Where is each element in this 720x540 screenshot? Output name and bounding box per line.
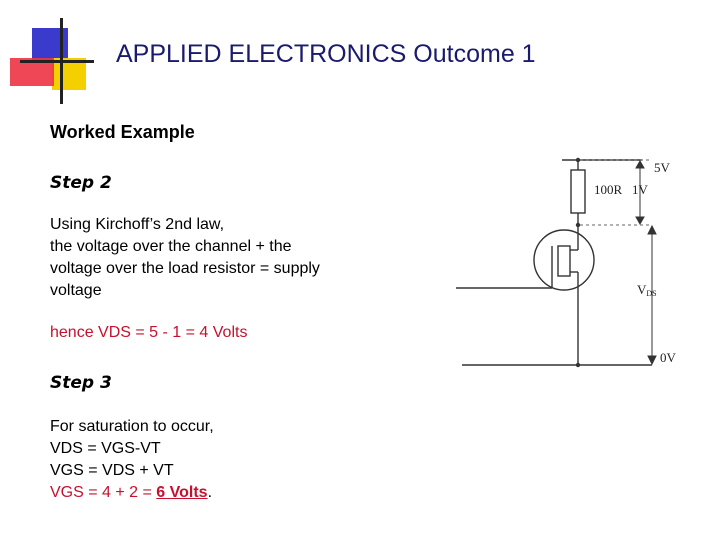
vds-label-sub: DS	[646, 289, 657, 298]
step-3-line: VDS = VGS-VT	[50, 440, 161, 457]
step-3-line: VGS = VDS + VT	[50, 462, 174, 479]
vds-label-main: V	[637, 282, 647, 297]
section-heading: Worked Example	[50, 122, 195, 142]
final-suffix: .	[207, 484, 213, 501]
final-equation: VGS = 4 + 2 =	[50, 484, 157, 501]
load-resistor	[571, 170, 585, 213]
resistor-value-label: 100R	[594, 182, 623, 197]
step-2-line: Using Kirchoff’s 2nd law,	[50, 216, 225, 233]
step-3-line: For saturation to occur,	[50, 418, 214, 435]
step-2-result-line: hence VDS = 5 - 1 = 4 Volts	[50, 324, 248, 341]
supply-voltage-label: 5V	[654, 160, 670, 175]
resistor-voltage-label: 1V	[632, 182, 648, 197]
step-2-label: Step 2	[50, 173, 112, 193]
step-2-line: voltage	[50, 282, 102, 299]
step-3-final-line	[50, 482, 380, 504]
logo-icon	[0, 0, 100, 110]
mosfet-channel	[558, 246, 570, 276]
step-3-label: Step 3	[50, 373, 112, 393]
step-2-line: voltage over the load resistor = supply	[50, 260, 320, 277]
step-2-explanation	[50, 214, 380, 302]
step-3-explanation	[50, 416, 380, 504]
ground-voltage-label: 0V	[660, 350, 676, 365]
mosfet-circuit-diagram	[452, 150, 702, 380]
vds-label	[637, 282, 657, 298]
step-2-line: the voltage over the channel + the	[50, 238, 292, 255]
step-2-result	[50, 322, 380, 344]
final-answer: 6 Volts	[156, 484, 208, 501]
page-title: APPLIED ELECTRONICS Outcome 1	[116, 40, 536, 68]
